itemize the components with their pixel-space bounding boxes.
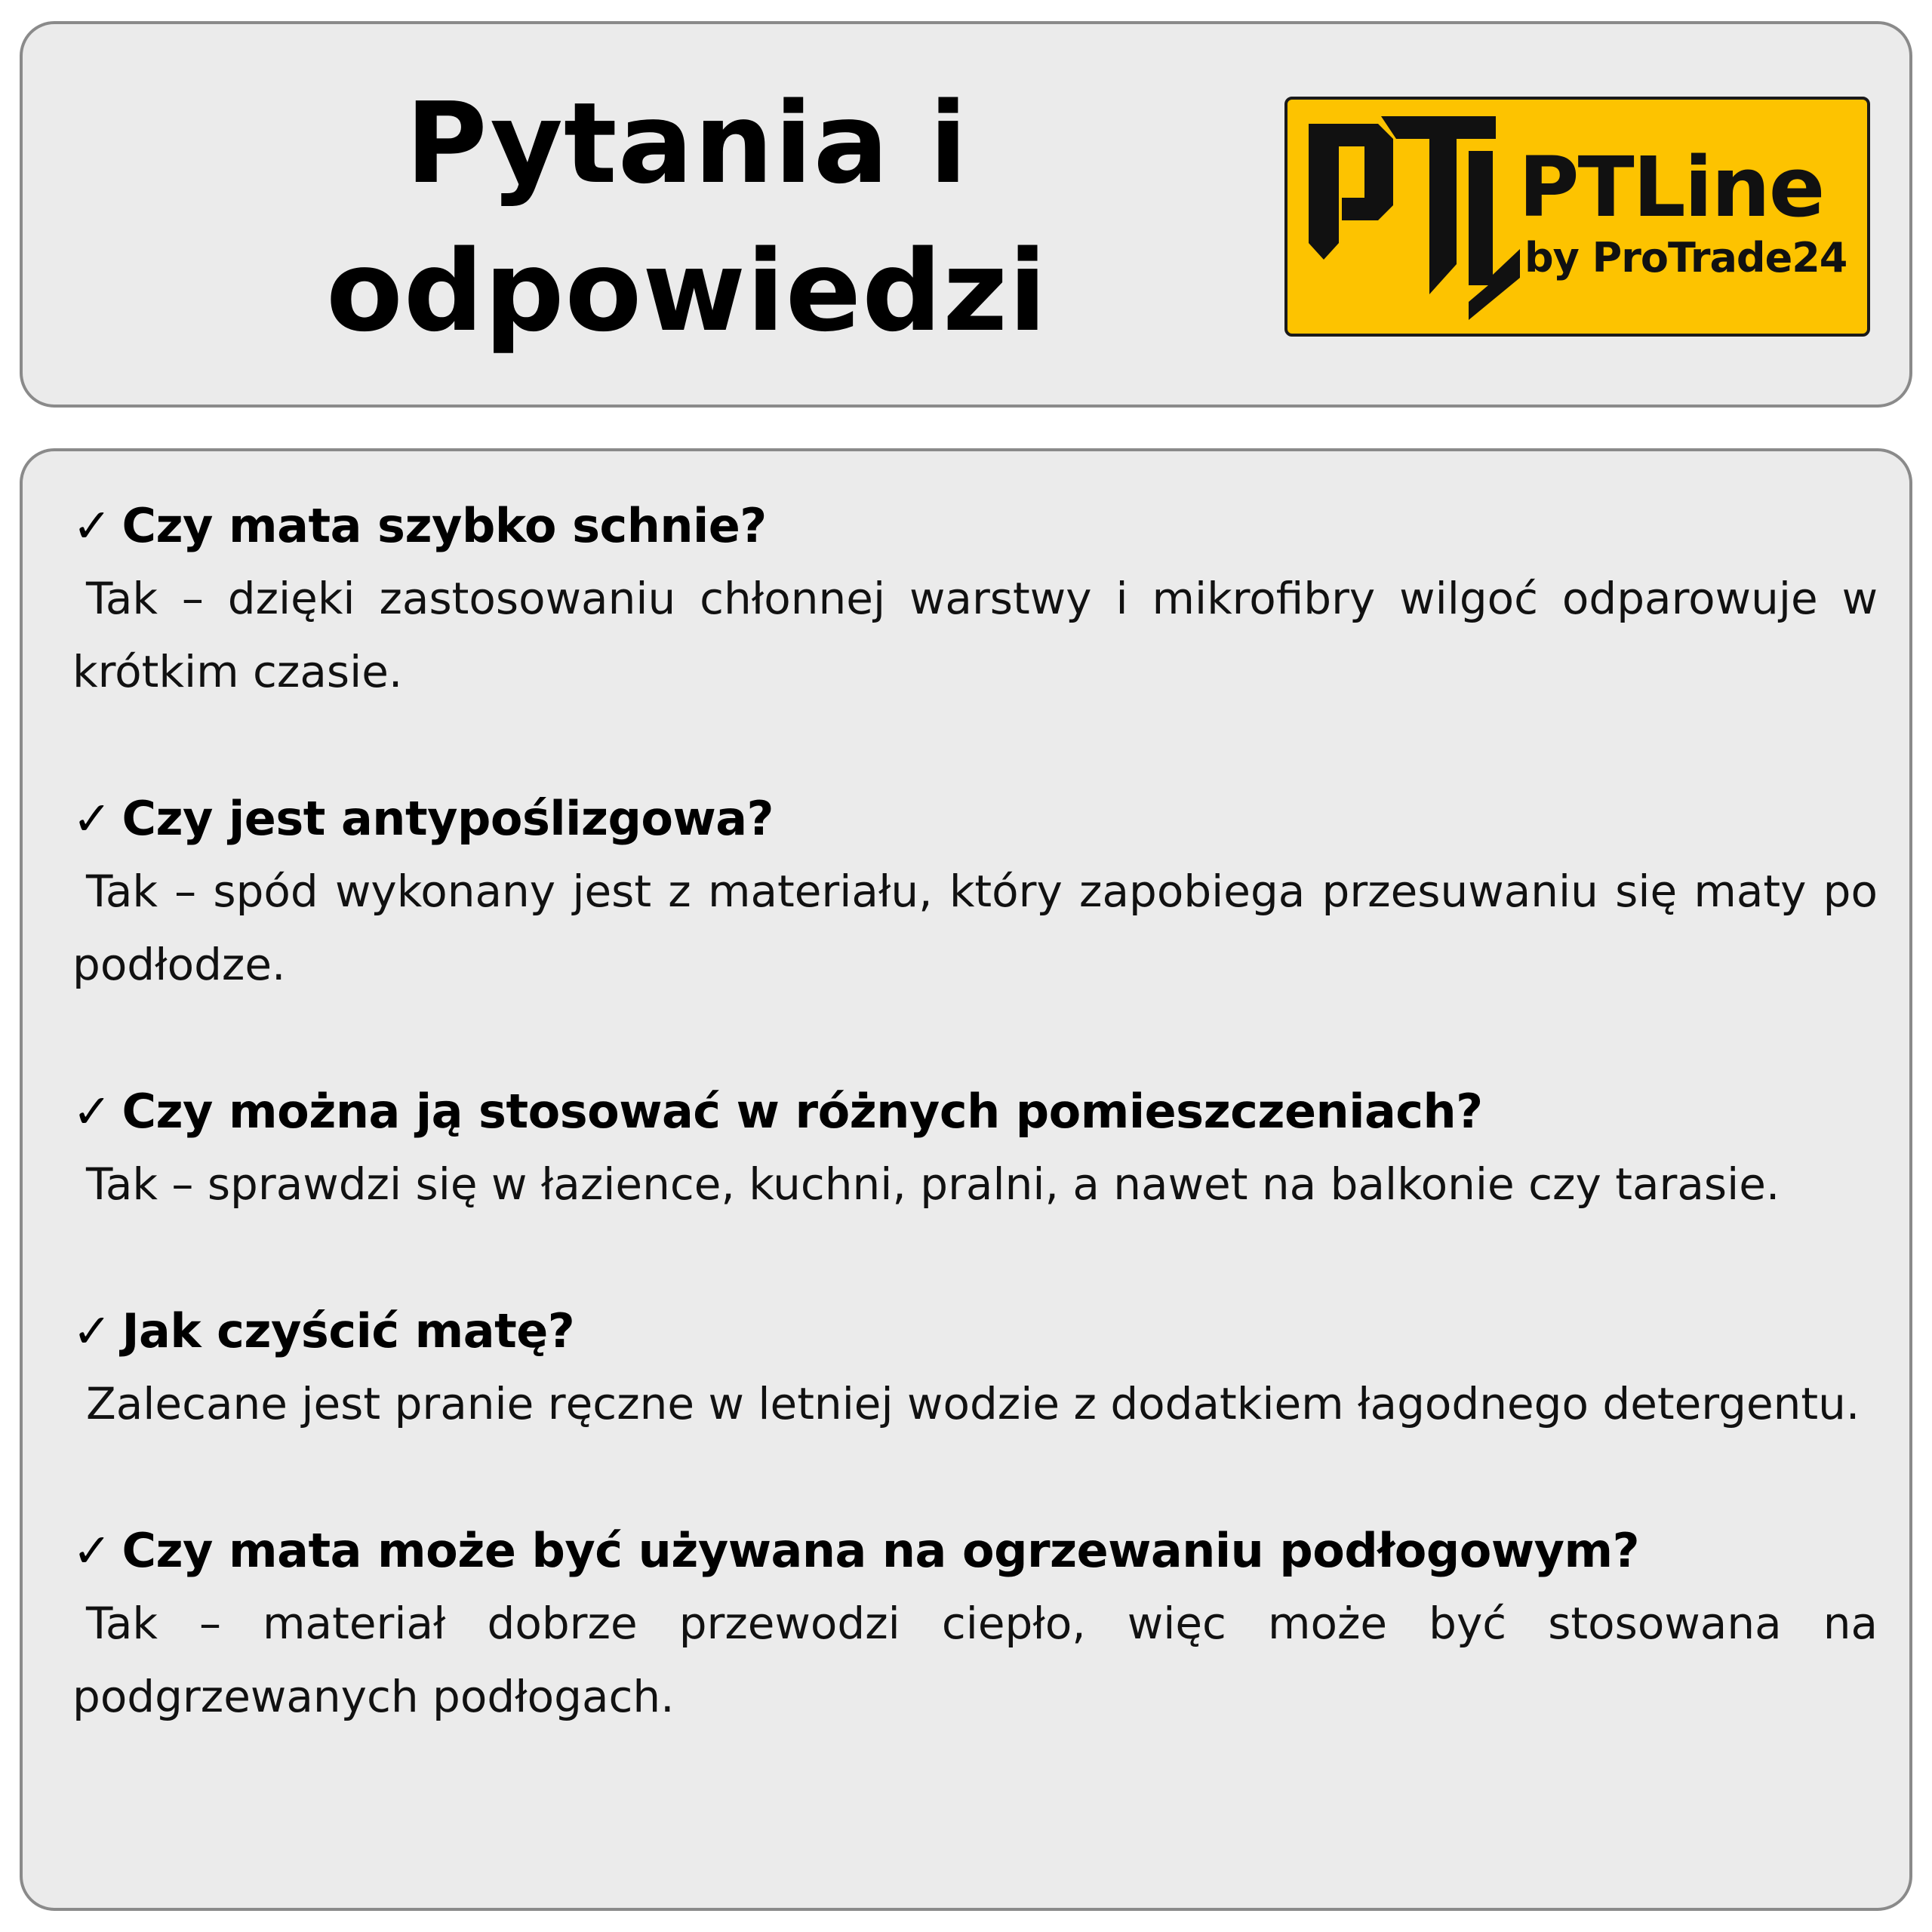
faq-question — [72, 1075, 1878, 1148]
faq-item — [72, 1075, 1878, 1221]
faq-question-text: Czy mata szybko schnie? — [122, 498, 767, 553]
faq-question-text: Jak czyścić matę? — [122, 1303, 575, 1358]
header-panel — [20, 21, 1912, 408]
page-title — [196, 69, 1177, 365]
faq-item — [72, 489, 1878, 709]
faq-answer: Tak – dzięki zastosowaniu chłonnej warstwy i mikrofibry wilgoć odparowuje w krótkim czasie. — [72, 573, 1878, 697]
checkmark-icon: ✓ — [72, 498, 112, 553]
faq-answer: Tak – sprawdzi się w łazience, kuchni, pralni, a nawet na balkonie czy tarasie. — [86, 1158, 1780, 1210]
logo-name: PTLine — [1518, 139, 1824, 235]
faq-list — [72, 489, 1878, 1734]
checkmark-icon: ✓ — [72, 1523, 112, 1578]
faq-question — [72, 489, 1878, 562]
checkmark-icon: ✓ — [72, 1084, 112, 1139]
checkmark-icon: ✓ — [72, 791, 112, 846]
ptline-logo — [1284, 97, 1870, 337]
faq-answer: Tak – spód wykonany jest z materiału, który zapobiega przesuwaniu się maty po podłodze. — [72, 866, 1878, 990]
checkmark-icon: ✓ — [72, 1303, 112, 1358]
logo-subtitle: by ProTrade24 — [1524, 234, 1847, 281]
page-title-line-2: odpowiedzi — [326, 226, 1048, 356]
faq-item — [72, 782, 1878, 1001]
faq-item — [72, 1514, 1878, 1734]
faq-question-text: Czy można ją stosować w różnych pomieszczeniach? — [122, 1084, 1483, 1139]
faq-question-text: Czy jest antypoślizgowa? — [122, 791, 774, 846]
faq-question — [72, 782, 1878, 855]
faq-panel — [20, 448, 1912, 1911]
ptl-monogram-icon — [1309, 116, 1520, 320]
page-title-line-1: Pytania i — [405, 78, 968, 208]
faq-question-text: Czy mata może być używana na ogrzewaniu podłogowym? — [122, 1523, 1640, 1578]
faq-answer: Zalecane jest pranie ręczne w letniej wodzie z dodatkiem łagodnego detergentu. — [86, 1378, 1860, 1429]
faq-question — [72, 1514, 1878, 1587]
faq-question — [72, 1294, 1878, 1367]
faq-answer: Tak – materiał dobrze przewodzi ciepło, więc może być stosowana na podgrzewanych podłogach. — [72, 1598, 1878, 1722]
faq-item — [72, 1294, 1878, 1441]
